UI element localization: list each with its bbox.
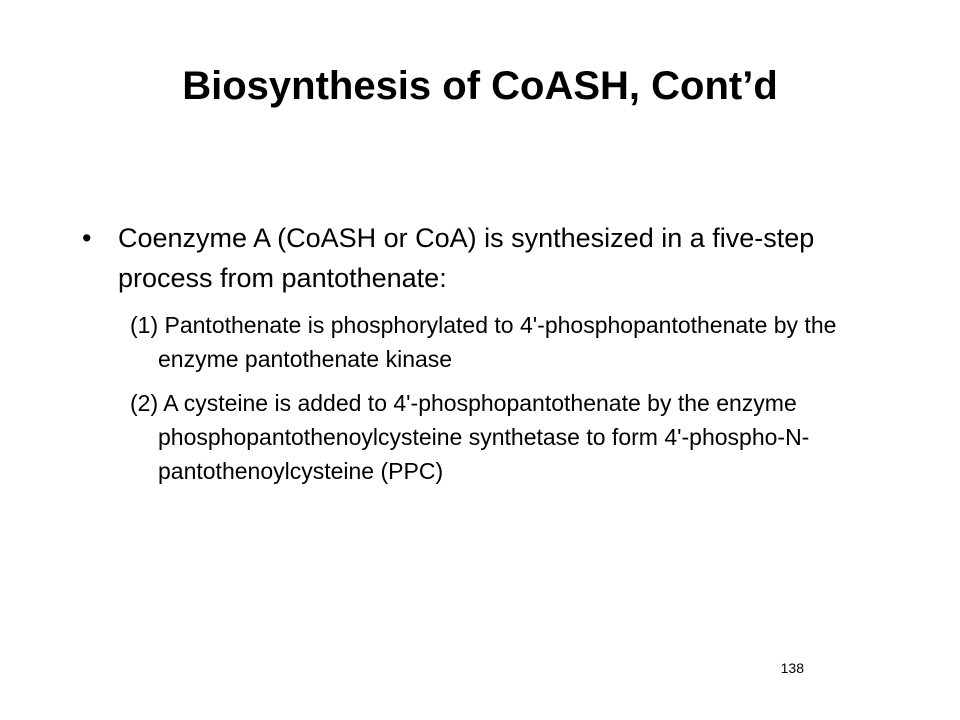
slide-title: Biosynthesis of CoASH, Cont’d	[182, 64, 778, 108]
slide-body	[80, 218, 880, 498]
step-1: (1) Pantothenate is phosphorylated to 4'-phosphopantothenate by the enzyme pantothenate kinase	[130, 312, 837, 372]
page-number: 138	[780, 660, 804, 676]
bullet-icon: •	[82, 223, 92, 253]
step-2: (2) A cysteine is added to 4'-phosphopantothenate by the enzyme phosphopantothenoylcysteine synthetase to form 4'-phospho-N-pantothenoylcysteine (PPC)	[130, 390, 810, 484]
bullet-point	[80, 218, 880, 298]
bullet-text: Coenzyme A (CoASH or CoA) is synthesized in a five-step process from pantothenate:	[118, 223, 815, 293]
